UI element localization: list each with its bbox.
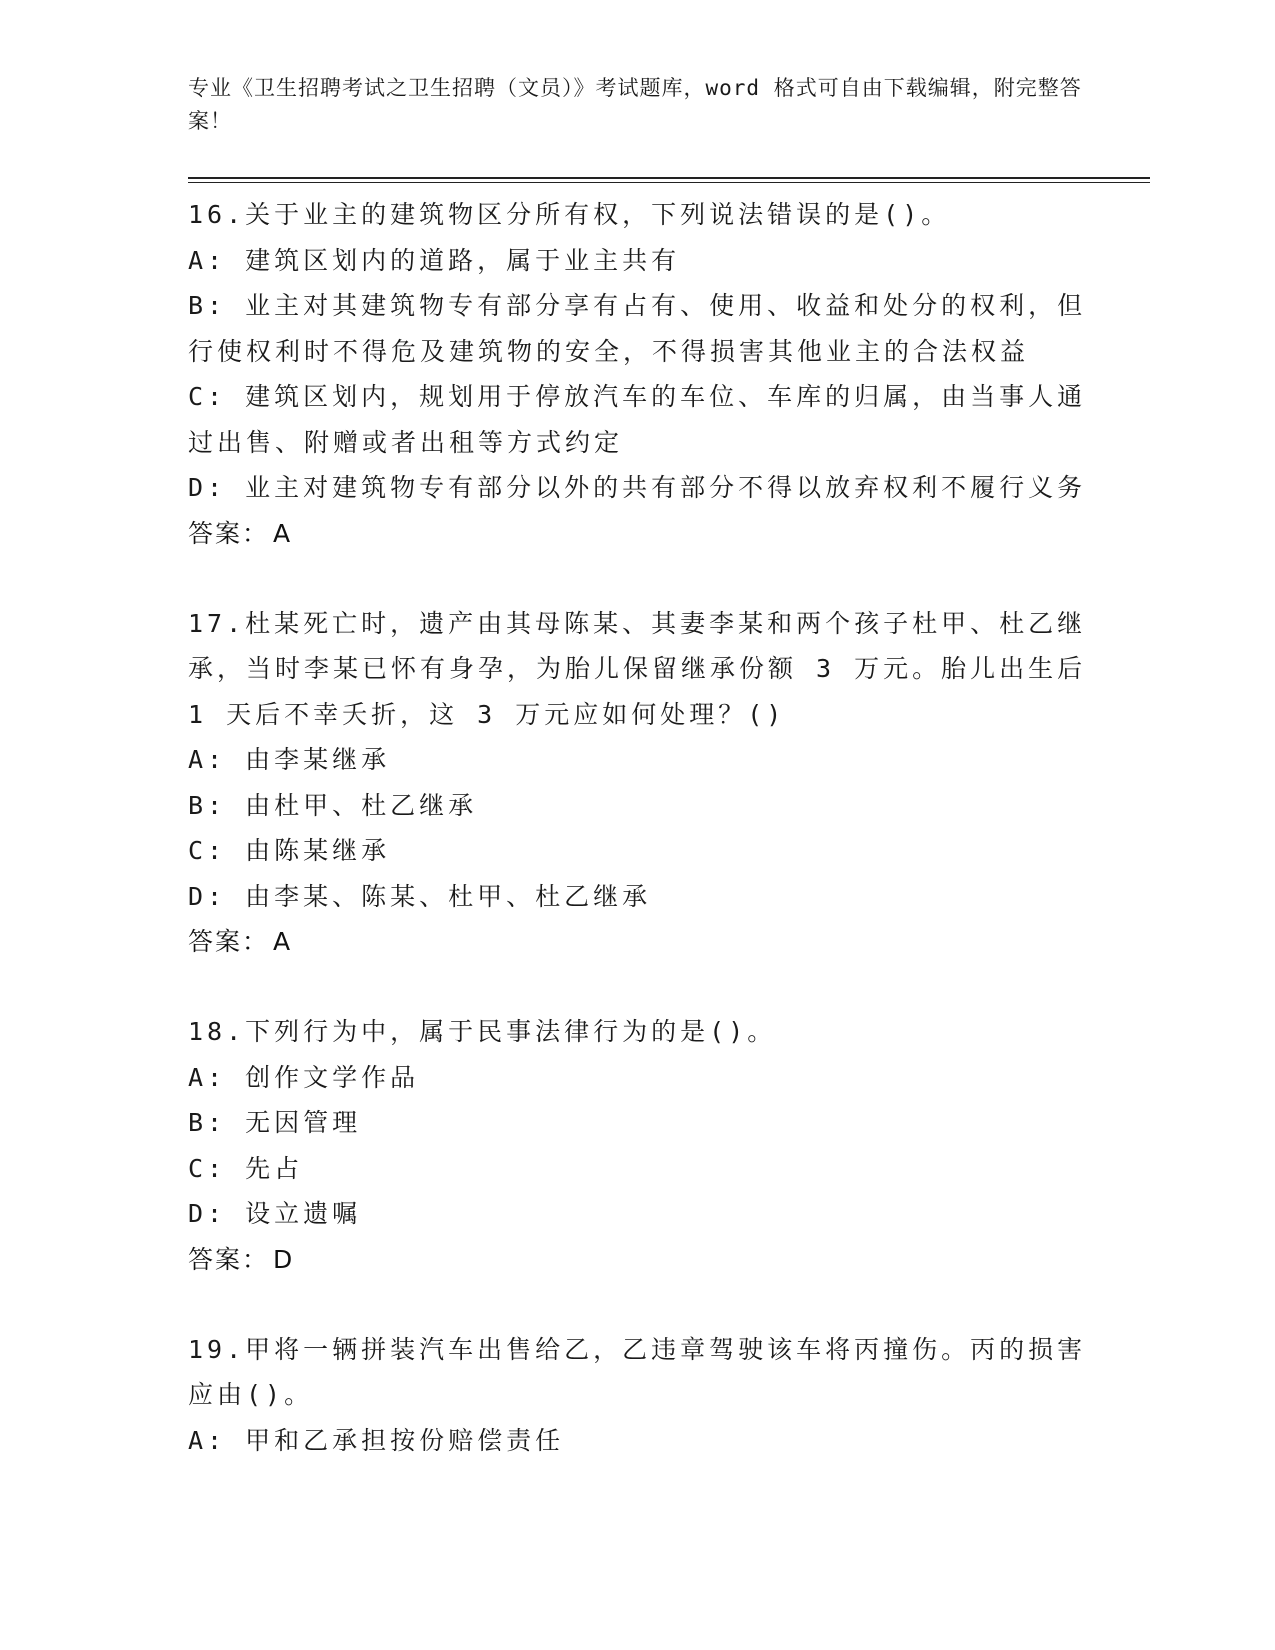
option-d: D: 设立遗嘱 bbox=[188, 1199, 362, 1228]
option-c: C: 建筑区划内，规划用于停放汽车的车位、车库的归属，由当事人通 bbox=[188, 382, 1087, 411]
header-divider-thin bbox=[188, 182, 1150, 183]
question-stem: 18.下列行为中，属于民事法律行为的是()。 bbox=[188, 1017, 777, 1046]
option-c-continued: 过出售、附赠或者出租等方式约定 bbox=[188, 427, 624, 457]
option-b: B: 业主对其建筑物专有部分享有占有、使用、收益和处分的权利，但 bbox=[188, 291, 1087, 320]
question-stem-continued: 承，当时李某已怀有身孕，为胎儿保留继承份额 3 万元。胎儿出生后 bbox=[188, 654, 1087, 683]
option-c: C: 先占 bbox=[188, 1153, 304, 1183]
header-divider-thick bbox=[188, 177, 1150, 179]
question-stem-continued: 1 天后不幸夭折，这 3 万元应如何处理？() bbox=[188, 699, 786, 729]
question-19 bbox=[188, 1327, 1088, 1464]
option-b: B: 由杜甲、杜乙继承 bbox=[188, 790, 478, 820]
document-header bbox=[188, 72, 1088, 138]
option-a: A: 甲和乙承担按份赔偿责任 bbox=[188, 1425, 565, 1455]
question-17 bbox=[188, 601, 1088, 966]
answer-value: D bbox=[273, 1244, 295, 1274]
question-stem: 17.杜某死亡时，遗产由其母陈某、其妻李某和两个孩子杜甲、杜乙继 bbox=[188, 608, 1087, 638]
answer-line bbox=[188, 919, 1088, 965]
option-c: C: 由陈某继承 bbox=[188, 836, 391, 865]
answer-line bbox=[188, 1237, 1088, 1283]
header-text: 专业《卫生招聘考试之卫生招聘（文员）》考试题库，word 格式可自由下载编辑，附完整答案！ bbox=[188, 76, 1082, 133]
answer-label: 答案： bbox=[188, 927, 270, 956]
option-a: A: 建筑区划内的道路，属于业主共有 bbox=[188, 245, 681, 275]
answer-label: 答案： bbox=[188, 1244, 270, 1274]
question-stem: 19.甲将一辆拼装汽车出售给乙，乙违章驾驶该车将丙撞伤。丙的损害 bbox=[188, 1334, 1087, 1364]
question-stem-continued: 应由()。 bbox=[188, 1380, 314, 1409]
answer-label: 答案： bbox=[188, 518, 270, 548]
option-b-continued: 行使权利时不得危及建筑物的安全，不得损害其他业主的合法权益 bbox=[188, 336, 1030, 366]
answer-value: A bbox=[273, 518, 293, 548]
answer-line bbox=[188, 511, 1088, 557]
option-a: A: 创作文学作品 bbox=[188, 1062, 420, 1092]
option-b: B: 无因管理 bbox=[188, 1108, 362, 1137]
question-18 bbox=[188, 1009, 1088, 1283]
answer-value: A bbox=[273, 927, 293, 956]
question-16 bbox=[188, 192, 1088, 557]
option-a: A: 由李某继承 bbox=[188, 745, 391, 774]
option-d: D: 业主对建筑物专有部分以外的共有部分不得以放弃权利不履行义务 bbox=[188, 473, 1087, 502]
question-list bbox=[188, 192, 1088, 1507]
option-d: D: 由李某、陈某、杜甲、杜乙继承 bbox=[188, 881, 652, 911]
question-stem: 16.关于业主的建筑物区分所有权，下列说法错误的是()。 bbox=[188, 200, 951, 229]
